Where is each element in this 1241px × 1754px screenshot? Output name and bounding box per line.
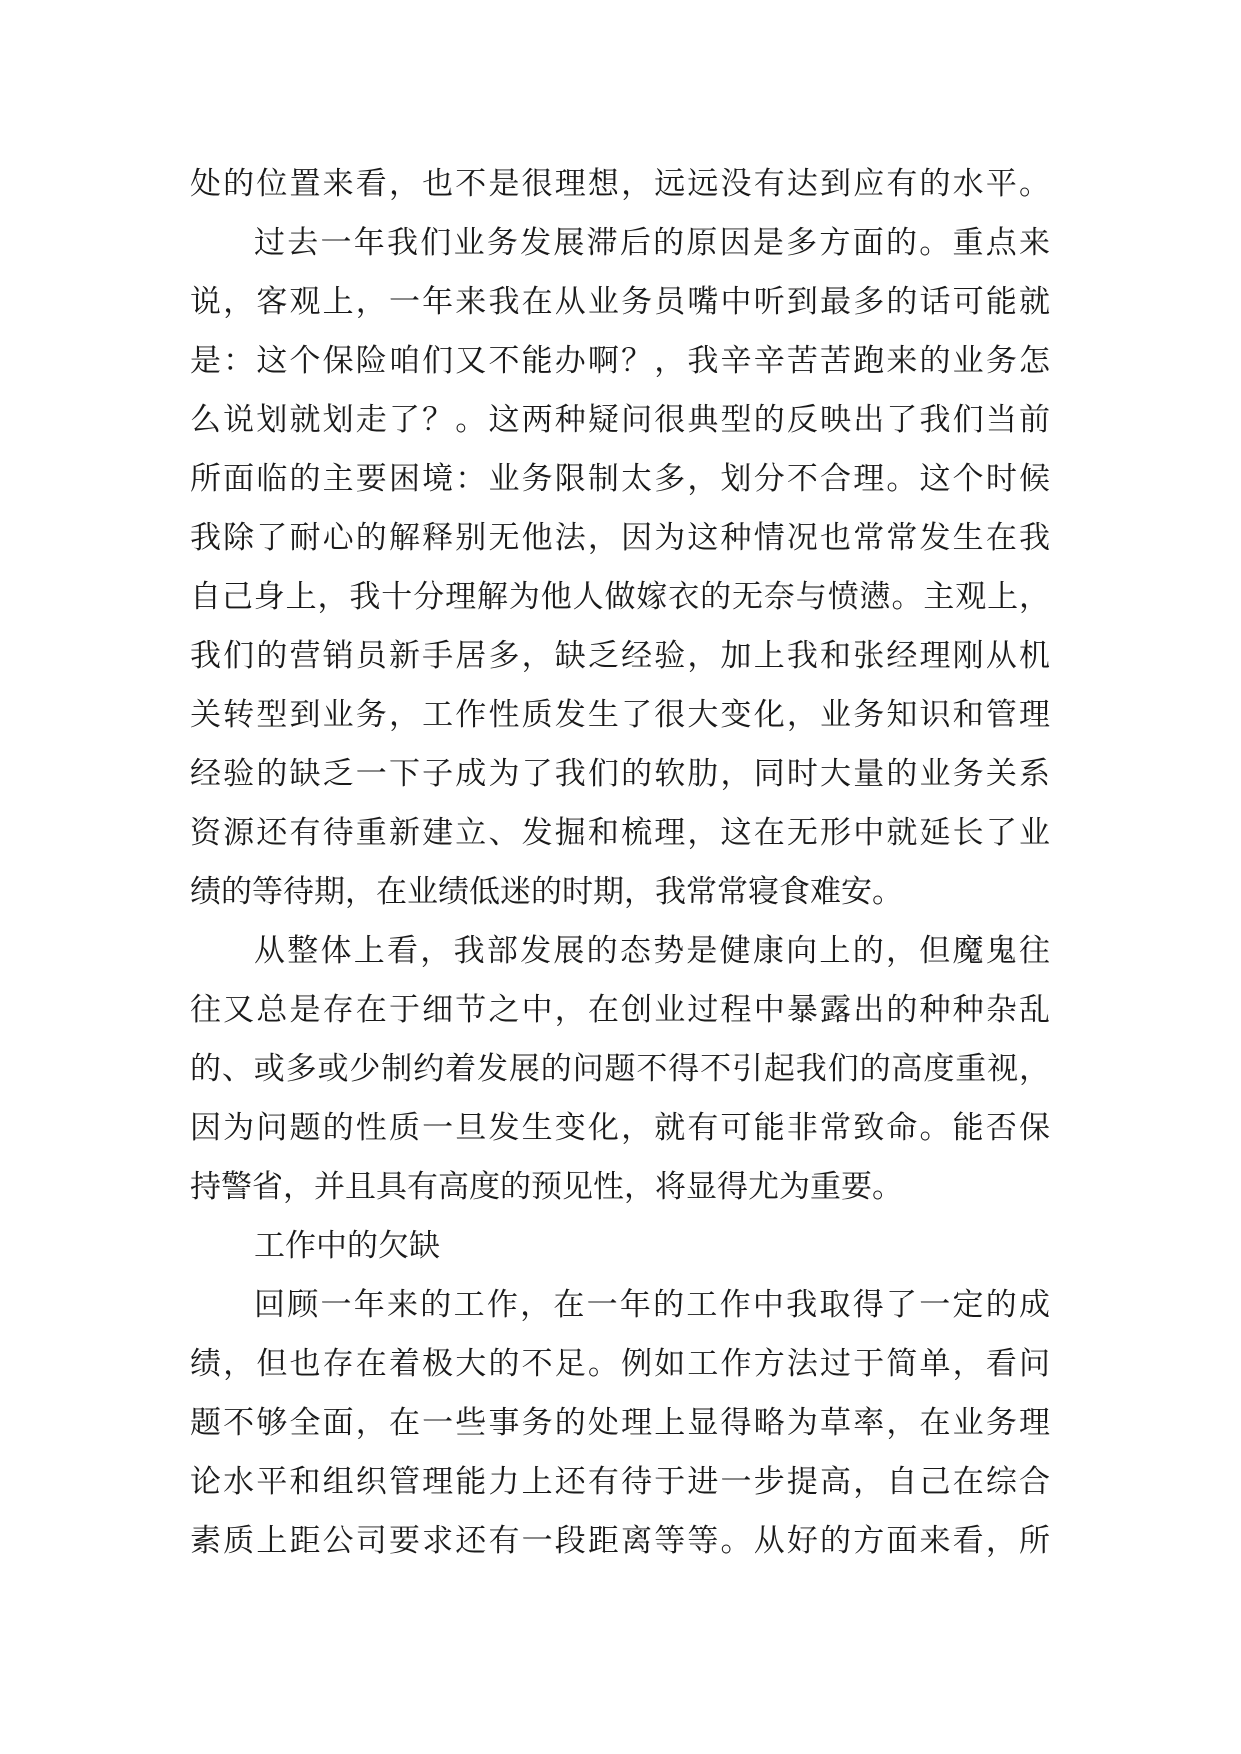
text-line: 从整体上看，我部发展的态势是健康向上的，但魔鬼往	[254, 933, 1050, 969]
text-line: 所面临的主要困境：业务限制太多，划分不合理。这个时候	[190, 461, 1050, 497]
text-line: 我们的营销员新手居多，缺乏经验，加上我和张经理刚从机	[190, 638, 1050, 674]
text-line: 回顾一年来的工作，在一年的工作中我取得了一定的成	[254, 1287, 1050, 1323]
body-text	[190, 155, 1050, 1571]
text-line: 绩，但也存在着极大的不足。例如工作方法过于简单，看问	[190, 1346, 1050, 1382]
text-line: 资源还有待重新建立、发掘和梳理，这在无形中就延长了业	[190, 815, 1050, 851]
text-line: 因为问题的性质一旦发生变化，就有可能非常致命。能否保	[190, 1110, 1050, 1146]
text-line: 的、或多或少制约着发展的问题不得不引起我们的高度重视，	[190, 1051, 1050, 1087]
text-line: 关转型到业务，工作性质发生了很大变化，业务知识和管理	[190, 697, 1050, 733]
text-line: 我除了耐心的解释别无他法，因为这种情况也常常发生在我	[190, 520, 1050, 556]
text-line: 过去一年我们业务发展滞后的原因是多方面的。重点来	[254, 225, 1050, 261]
text-line: 往又总是存在于细节之中，在创业过程中暴露出的种种杂乱	[190, 992, 1050, 1028]
text-line: 么说划就划走了？。这两种疑问很典型的反映出了我们当前	[190, 402, 1050, 438]
text-line: 说，客观上，一年来我在从业务员嘴中听到最多的话可能就	[190, 284, 1050, 320]
text-line: 自己身上，我十分理解为他人做嫁衣的无奈与愤懑。主观上，	[190, 579, 1050, 615]
text-line: 工作中的欠缺	[254, 1228, 440, 1264]
text-line: 经验的缺乏一下子成为了我们的软肋，同时大量的业务关系	[190, 756, 1050, 792]
text-line: 处的位置来看，也不是很理想，远远没有达到应有的水平。	[190, 166, 1050, 202]
text-line: 持警省，并且具有高度的预见性，将显得尤为重要。	[190, 1169, 903, 1205]
text-line: 论水平和组织管理能力上还有待于进一步提高，自己在综合	[190, 1464, 1050, 1500]
text-line: 素质上距公司要求还有一段距离等等。从好的方面来看，所	[190, 1523, 1050, 1559]
text-line: 绩的等待期，在业绩低迷的时期，我常常寝食难安。	[190, 874, 903, 910]
text-line: 是：这个保险咱们又不能办啊？，我辛辛苦苦跑来的业务怎	[190, 343, 1050, 379]
text-line: 题不够全面，在一些事务的处理上显得略为草率，在业务理	[190, 1405, 1050, 1441]
